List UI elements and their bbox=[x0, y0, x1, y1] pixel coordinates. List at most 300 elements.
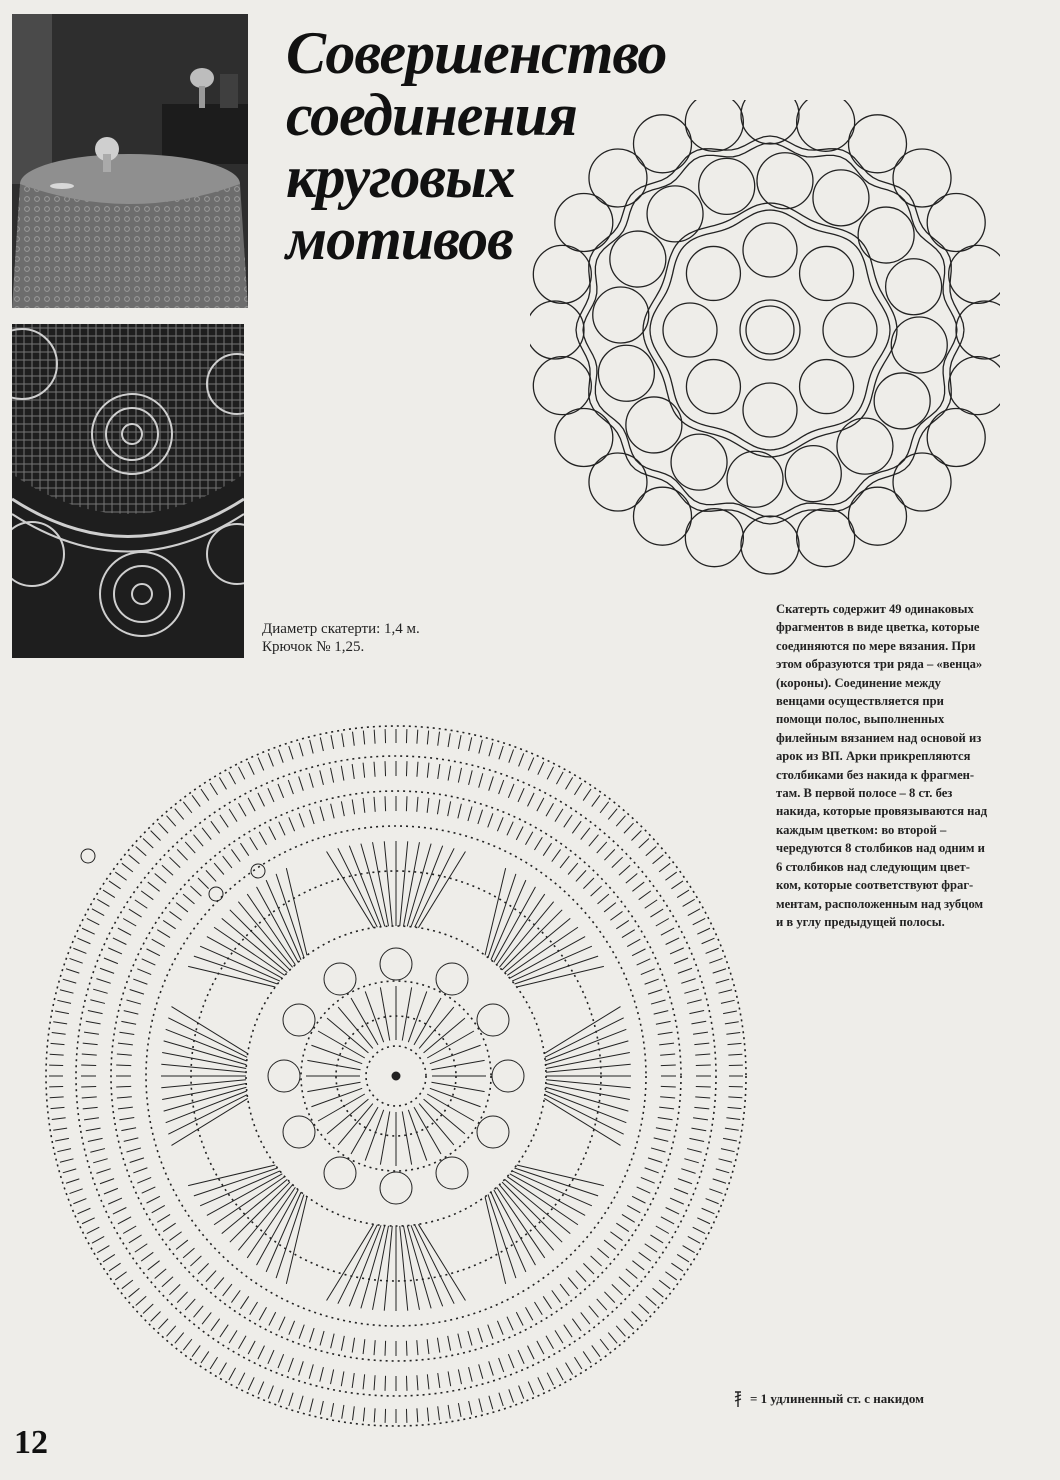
stitch-mark bbox=[469, 770, 473, 785]
fan-stitch bbox=[257, 887, 299, 962]
motif-circle bbox=[743, 383, 797, 437]
stitch-mark bbox=[97, 1246, 109, 1253]
fan-stitch bbox=[403, 842, 419, 926]
stitch-mark bbox=[725, 1128, 739, 1130]
description-line: ком, которые соответствуют фраг- bbox=[776, 878, 974, 893]
stitch-mark bbox=[597, 1299, 607, 1310]
stitch-mark bbox=[583, 1263, 594, 1274]
stitch-mark bbox=[598, 894, 609, 904]
stitch-mark bbox=[728, 1043, 742, 1044]
fan-stitch bbox=[230, 910, 290, 970]
fan-stitch bbox=[488, 1194, 516, 1278]
stitch-mark bbox=[353, 1406, 355, 1420]
stitch-mark bbox=[155, 1269, 166, 1279]
stitch-mark bbox=[169, 857, 180, 867]
fan-stitch bbox=[545, 1095, 624, 1134]
stitch-mark bbox=[728, 1107, 742, 1108]
motif-circle bbox=[797, 509, 855, 567]
stitch-mark bbox=[534, 1302, 542, 1315]
stitch-mark bbox=[310, 740, 313, 754]
row-marker-2 bbox=[209, 887, 223, 901]
stitch-mark bbox=[651, 1000, 665, 1004]
stitch-mark bbox=[556, 772, 563, 784]
fan-stitch bbox=[485, 868, 506, 955]
stitch-mark bbox=[66, 1179, 79, 1183]
stitch-mark bbox=[645, 1244, 657, 1252]
stitch-mark bbox=[104, 1188, 118, 1194]
stitch-mark bbox=[100, 1179, 114, 1184]
stitch-mark bbox=[210, 783, 218, 795]
stitch-mark bbox=[108, 948, 122, 954]
stitch-mark bbox=[119, 1117, 134, 1119]
stitch-mark bbox=[566, 777, 573, 789]
motif-circle bbox=[927, 409, 985, 467]
stitch-mark bbox=[78, 938, 91, 944]
stitch-mark bbox=[148, 1261, 160, 1270]
stitch-mark bbox=[175, 809, 184, 820]
motif-circle bbox=[886, 259, 942, 315]
fan-stitch bbox=[494, 1190, 536, 1265]
stitch-mark bbox=[127, 1000, 141, 1004]
stitch-mark bbox=[448, 733, 450, 747]
stitch-mark bbox=[57, 1000, 71, 1003]
stitch-mark bbox=[608, 809, 617, 820]
stitch-mark bbox=[223, 1284, 232, 1296]
stitch-mark bbox=[320, 807, 324, 821]
petal-arc bbox=[492, 1060, 524, 1092]
stitch-mark bbox=[201, 789, 209, 801]
stitch-mark bbox=[155, 874, 166, 884]
stitch-mark bbox=[702, 938, 715, 944]
stitch-mark bbox=[60, 990, 74, 993]
inner-spoke bbox=[311, 1088, 362, 1106]
stitch-mark bbox=[427, 731, 428, 745]
stitch-mark bbox=[659, 863, 670, 872]
stitch-mark bbox=[639, 838, 649, 848]
stitch-mark bbox=[631, 831, 641, 841]
petal-arc bbox=[324, 963, 356, 995]
stitch-mark bbox=[342, 733, 344, 747]
stitch-mark bbox=[385, 1376, 386, 1391]
stitch-mark bbox=[82, 928, 95, 934]
stitch-mark bbox=[363, 731, 364, 745]
motif-circle bbox=[797, 100, 855, 151]
stitch-legend bbox=[732, 1390, 924, 1408]
stitch-mark bbox=[597, 842, 607, 853]
stitch-mark bbox=[591, 1256, 602, 1266]
description-line: и в углу предыдущей полосы. bbox=[776, 914, 945, 929]
stitch-mark bbox=[103, 1254, 115, 1262]
stitch-mark bbox=[124, 1011, 139, 1015]
motif-circle bbox=[686, 360, 740, 414]
stitch-mark bbox=[612, 857, 623, 867]
stitch-mark bbox=[658, 1117, 673, 1119]
stitch-mark bbox=[223, 856, 232, 868]
stitch-mark bbox=[706, 948, 719, 953]
stitch-mark bbox=[320, 1331, 324, 1345]
motif-circle bbox=[891, 317, 947, 373]
stitch-mark bbox=[52, 1033, 66, 1035]
stitch-mark bbox=[115, 1272, 126, 1280]
crochet-chart-diagram bbox=[26, 706, 766, 1446]
stitch-mark bbox=[269, 1312, 276, 1325]
stitch-mark bbox=[687, 1149, 702, 1153]
stitch-mark bbox=[309, 810, 314, 824]
stitch-mark bbox=[437, 799, 439, 814]
stitch-mark bbox=[417, 762, 418, 777]
stitch-mark bbox=[693, 1032, 708, 1034]
stitch-mark bbox=[641, 969, 655, 975]
stitch-mark bbox=[616, 816, 625, 827]
stitch-mark bbox=[137, 1177, 151, 1183]
stitch-mark bbox=[229, 1368, 236, 1380]
petal-arc bbox=[283, 1116, 315, 1148]
fan-stitch bbox=[168, 1095, 247, 1134]
stitch-mark bbox=[169, 911, 181, 920]
stitch-mark bbox=[691, 1128, 706, 1131]
stitch-mark bbox=[674, 958, 688, 964]
stitch-mark bbox=[458, 768, 461, 783]
stitch-mark bbox=[152, 939, 165, 946]
fan-stitch bbox=[403, 1226, 419, 1310]
stitch-mark bbox=[479, 740, 482, 754]
stitch-mark bbox=[113, 938, 126, 945]
motif-circle bbox=[699, 158, 755, 214]
stitch-mark bbox=[479, 773, 483, 787]
stitch-mark bbox=[299, 1396, 303, 1409]
stitch-mark bbox=[162, 1277, 173, 1287]
stitch-mark bbox=[723, 1138, 737, 1141]
stitch-mark bbox=[656, 1128, 671, 1131]
stitch-mark bbox=[115, 872, 126, 880]
fan-stitch bbox=[546, 1053, 630, 1069]
stitch-mark bbox=[183, 1339, 192, 1350]
stitch-mark bbox=[127, 1148, 141, 1152]
stitch-mark bbox=[592, 1345, 600, 1356]
stitch-mark bbox=[604, 1240, 616, 1249]
stitch-mark bbox=[143, 838, 153, 848]
stitch-mark bbox=[103, 890, 115, 898]
stitch-mark bbox=[51, 1043, 65, 1044]
stitch-mark bbox=[50, 1054, 64, 1055]
fan-stitch bbox=[502, 1182, 562, 1242]
stitch-mark bbox=[516, 1312, 523, 1325]
stitch-mark bbox=[519, 753, 524, 766]
fan-stitch bbox=[494, 887, 536, 962]
petal-arc bbox=[268, 1060, 300, 1092]
stitch-mark bbox=[568, 1278, 578, 1289]
stitch-mark bbox=[143, 1304, 153, 1314]
stitch-mark bbox=[81, 1086, 96, 1087]
petal-arc bbox=[436, 963, 468, 995]
stitch-mark bbox=[632, 1196, 645, 1203]
fan-stitch bbox=[238, 1185, 292, 1251]
specs-block bbox=[262, 620, 502, 656]
stitch-mark bbox=[488, 813, 493, 827]
stitch-mark bbox=[118, 1217, 131, 1224]
stitch-mark bbox=[693, 1227, 705, 1233]
stitch-mark bbox=[681, 979, 695, 984]
fan-stitch bbox=[276, 1194, 304, 1278]
stitch-mark bbox=[136, 1296, 147, 1305]
stitch-mark bbox=[564, 1325, 572, 1337]
stitch-mark bbox=[726, 1033, 740, 1035]
row-marker-1 bbox=[81, 849, 95, 863]
stitch-mark bbox=[598, 1248, 609, 1258]
fan-stitch bbox=[162, 1083, 246, 1099]
stitch-mark bbox=[721, 1149, 735, 1152]
stitch-mark bbox=[689, 1011, 704, 1014]
stitch-mark bbox=[183, 802, 192, 813]
diameter-text: Диаметр скатерти: 1,4 м. bbox=[262, 621, 420, 637]
fan-stitch bbox=[286, 868, 307, 955]
stitch-mark bbox=[659, 1107, 674, 1109]
stitch-mark bbox=[299, 743, 303, 756]
stitch-mark bbox=[684, 989, 698, 993]
stitch-mark bbox=[363, 1408, 364, 1422]
stitch-mark bbox=[66, 969, 79, 973]
stitch-mark bbox=[604, 849, 614, 860]
stitch-mark bbox=[157, 930, 170, 938]
stitch-mark bbox=[185, 1299, 195, 1310]
stitch-mark bbox=[537, 1341, 544, 1354]
stitch-mark bbox=[133, 1168, 147, 1173]
stitch-mark bbox=[684, 1159, 698, 1163]
stitch-mark bbox=[528, 758, 534, 771]
description-line: 6 столбиков над следующим цвет- bbox=[776, 859, 970, 874]
motif-circle bbox=[743, 223, 797, 277]
stitch-mark bbox=[650, 1235, 663, 1243]
motif-circle bbox=[533, 357, 591, 415]
stitch-mark bbox=[499, 1393, 503, 1406]
stitch-mark bbox=[677, 890, 689, 898]
motif-layout-diagram bbox=[530, 100, 1000, 590]
stitch-mark bbox=[309, 773, 313, 787]
stitch-mark bbox=[299, 813, 304, 827]
stitch-mark bbox=[169, 1284, 180, 1294]
stitch-mark bbox=[63, 1169, 76, 1173]
stitch-mark bbox=[385, 761, 386, 776]
stitch-mark bbox=[627, 939, 640, 946]
stitch-mark bbox=[162, 865, 173, 875]
stitch-mark bbox=[278, 784, 284, 798]
stitch-mark bbox=[50, 1097, 64, 1098]
stitch-mark bbox=[479, 1399, 482, 1413]
description-line: накида, которые провязываются над bbox=[776, 804, 988, 819]
fan-stitch bbox=[207, 937, 282, 979]
stitch-mark bbox=[651, 1148, 665, 1152]
fan-stitch bbox=[505, 918, 571, 972]
description-line: соединяются по мере вязания. При bbox=[776, 638, 976, 653]
hook-text: Крючок № 1,25. bbox=[262, 639, 365, 655]
stitch-mark bbox=[259, 832, 266, 845]
stitch-mark bbox=[129, 1288, 140, 1297]
motif-circle bbox=[593, 287, 649, 343]
inner-spoke bbox=[380, 987, 389, 1040]
stitch-mark bbox=[299, 776, 304, 790]
stitch-mark bbox=[659, 1043, 674, 1045]
stitch-mark bbox=[250, 1302, 258, 1315]
stitch-mark bbox=[479, 1364, 483, 1378]
stitch-mark bbox=[268, 1386, 273, 1399]
stitch-mark bbox=[674, 1188, 688, 1194]
stitch-mark bbox=[726, 1118, 740, 1120]
stitch-mark bbox=[616, 1326, 625, 1337]
stitch-mark bbox=[619, 865, 630, 875]
stitch-mark bbox=[658, 1032, 673, 1034]
stitch-mark bbox=[341, 801, 344, 816]
stitch-mark bbox=[645, 1168, 659, 1173]
stitch-mark bbox=[438, 1406, 440, 1420]
stitch-mark bbox=[406, 1341, 407, 1356]
stitch-mark bbox=[516, 827, 523, 840]
stitch-mark bbox=[331, 768, 334, 783]
motif-circle bbox=[647, 186, 703, 242]
stitch-mark bbox=[653, 855, 664, 864]
stitch-mark bbox=[656, 919, 669, 927]
stitch-mark bbox=[489, 1396, 493, 1409]
stitch-mark bbox=[385, 796, 386, 811]
stitch-mark bbox=[231, 1290, 240, 1302]
stitch-mark bbox=[183, 1248, 194, 1258]
stitch-mark bbox=[78, 1208, 91, 1214]
stitch-mark bbox=[147, 949, 160, 956]
motif-circle bbox=[741, 100, 799, 144]
description-line: столбиками без накида к фрагмен- bbox=[776, 767, 975, 782]
inner-spoke bbox=[311, 1045, 362, 1063]
stitch-mark bbox=[572, 821, 581, 833]
fan-stitch bbox=[510, 937, 585, 979]
stitch-mark bbox=[278, 1389, 283, 1402]
stitch-mark bbox=[121, 1021, 136, 1024]
stitch-mark bbox=[648, 989, 662, 994]
stitch-mark bbox=[238, 1373, 244, 1385]
stitch-mark bbox=[546, 803, 554, 816]
stitch-mark bbox=[654, 1011, 669, 1015]
stitch-mark bbox=[90, 1149, 105, 1153]
stitch-mark bbox=[220, 1325, 228, 1337]
stitch-mark bbox=[250, 837, 258, 850]
stitch-mark bbox=[137, 969, 151, 975]
stitch-mark bbox=[631, 1311, 641, 1321]
stitch-mark bbox=[438, 764, 440, 779]
stitch-mark bbox=[229, 1330, 237, 1343]
stitch-mark bbox=[665, 1272, 676, 1280]
stitch-mark bbox=[167, 816, 176, 827]
stitch-mark bbox=[497, 817, 503, 831]
fan-stitch bbox=[188, 966, 275, 987]
stitch-mark bbox=[130, 1158, 144, 1163]
stitch-mark bbox=[716, 1169, 729, 1173]
stitch-mark bbox=[509, 1389, 514, 1402]
stitch-mark bbox=[229, 809, 237, 822]
stitch-mark bbox=[706, 1199, 719, 1204]
stitch-mark bbox=[583, 1351, 591, 1363]
stitch-mark bbox=[448, 1371, 451, 1386]
stitch-mark bbox=[269, 827, 276, 840]
stitch-mark bbox=[448, 766, 451, 781]
stitch-mark bbox=[656, 1021, 671, 1024]
legend-text: = 1 удлиненный ст. с накидом bbox=[750, 1391, 924, 1406]
center-motif bbox=[740, 300, 800, 360]
stitch-mark bbox=[97, 899, 109, 906]
stitch-mark bbox=[122, 863, 133, 872]
stitch-mark bbox=[612, 1284, 623, 1294]
stitch-mark bbox=[53, 1128, 67, 1130]
stitch-mark bbox=[691, 1021, 706, 1024]
motif-circle bbox=[685, 100, 743, 151]
stitch-mark bbox=[499, 1358, 504, 1372]
stitch-mark bbox=[210, 1357, 218, 1369]
stitch-mark bbox=[406, 796, 407, 811]
stitch-mark bbox=[240, 1296, 248, 1308]
stitch-mark bbox=[709, 958, 722, 963]
stitch-mark bbox=[497, 1321, 503, 1335]
stitch-mark bbox=[190, 886, 201, 896]
stitch-mark bbox=[448, 801, 451, 816]
stitch-mark bbox=[116, 1086, 131, 1087]
motif-circle bbox=[663, 303, 717, 357]
stitch-mark bbox=[320, 770, 324, 785]
fan-stitch bbox=[161, 1080, 246, 1088]
stitch-mark bbox=[176, 903, 188, 912]
inner-spoke bbox=[307, 1082, 360, 1091]
stitch-mark bbox=[185, 842, 195, 853]
stitch-mark bbox=[117, 1097, 132, 1098]
stitch-mark bbox=[528, 1346, 535, 1359]
stitch-mark bbox=[528, 793, 535, 806]
stitch-mark bbox=[86, 1128, 101, 1131]
stitch-mark bbox=[60, 1159, 74, 1162]
stitch-mark bbox=[417, 797, 418, 812]
stitch-mark bbox=[309, 1364, 313, 1378]
stitch-mark bbox=[202, 828, 211, 840]
stitch-mark bbox=[194, 835, 204, 846]
stitch-mark bbox=[299, 1325, 304, 1339]
stitch-mark bbox=[417, 730, 418, 744]
fan-stitch bbox=[194, 956, 278, 984]
stitch-mark bbox=[121, 1128, 136, 1131]
description-line: ментам, расположенным над зубцом bbox=[776, 896, 984, 911]
stitch-mark bbox=[320, 1401, 323, 1415]
fan-stitch bbox=[546, 1083, 630, 1099]
stitch-mark bbox=[342, 1405, 344, 1419]
motif-circle bbox=[837, 418, 893, 474]
description-line: этом образуются три ряда – «венца» bbox=[776, 657, 983, 672]
joining-band bbox=[650, 210, 890, 450]
stitch-mark bbox=[518, 788, 524, 802]
stitch-mark bbox=[116, 1065, 131, 1066]
stitch-mark bbox=[352, 1338, 354, 1353]
motif-circle bbox=[555, 194, 613, 252]
stitch-mark bbox=[93, 1159, 107, 1163]
stitch-mark bbox=[499, 746, 503, 759]
stitch-mark bbox=[158, 823, 168, 833]
stitch-mark bbox=[278, 750, 283, 763]
stitch-mark bbox=[220, 815, 228, 827]
inner-spoke bbox=[307, 1060, 360, 1069]
stitch-mark bbox=[73, 948, 86, 953]
stitch-mark bbox=[289, 1393, 293, 1406]
motif-circle bbox=[949, 245, 1000, 303]
stitch-mark bbox=[148, 882, 160, 891]
stitch-mark bbox=[671, 1263, 683, 1271]
petal-arc bbox=[477, 1004, 509, 1036]
stitch-mark bbox=[608, 1333, 617, 1344]
stitch-mark bbox=[289, 746, 293, 759]
stitch-mark bbox=[123, 1226, 136, 1234]
fan-stitch bbox=[286, 1197, 307, 1284]
